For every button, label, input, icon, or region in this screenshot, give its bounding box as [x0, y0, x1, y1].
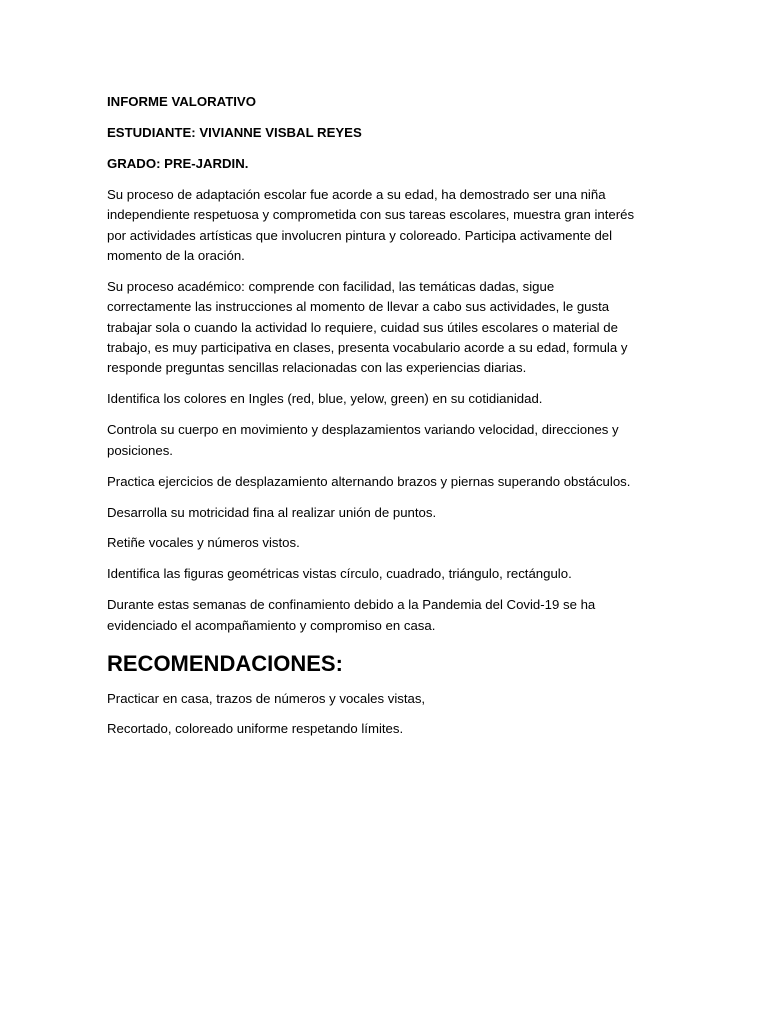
paragraph-line: Controla su cuerpo en movimiento y desplazamientos variando velocidad, direcciones y	[107, 422, 619, 438]
paragraph-confinement	[107, 595, 667, 636]
paragraph-line: momento de la oración.	[107, 247, 245, 263]
paragraph-body-control	[107, 420, 667, 461]
paragraph-line: Durante estas semanas de confinamiento debido a la Pandemia del Covid-19 se ha	[107, 597, 596, 613]
paragraph-vowels	[107, 533, 667, 553]
grade-level: GRADO: PRE-JARDIN.	[107, 155, 249, 171]
paragraph-line: Identifica las figuras geométricas vistas círculo, cuadrado, triángulo, rectángulo.	[107, 566, 572, 582]
student-name: ESTUDIANTE: VIVIANNE VISBAL REYES	[107, 124, 362, 140]
document-title: INFORME VALORATIVO	[107, 94, 256, 109]
paragraph-academic	[107, 277, 667, 379]
paragraph-line: trabajo, es muy participativa en clases, presenta vocabulario acorde a su edad, formula y	[107, 340, 628, 356]
paragraph-line: responde preguntas sencillas relacionadas con las experiencias diarias.	[107, 360, 527, 376]
recommendation-item: Practicar en casa, trazos de números y vocales vistas,	[107, 690, 426, 706]
paragraph-line: Practica ejercicios de desplazamiento alternando brazos y piernas superando obstáculos.	[107, 473, 631, 489]
paragraph-shapes	[107, 564, 667, 584]
paragraph-line: independiente respetuosa y comprometida con sus tareas escolares, muestra gran interés	[107, 207, 635, 223]
paragraph-colors	[107, 389, 667, 409]
paragraph-line: Identifica los colores en Ingles (red, blue, yelow, green) en su cotidianidad.	[107, 391, 543, 407]
document-page	[107, 92, 667, 740]
paragraph-line: Retiñe vocales y números vistos.	[107, 535, 300, 551]
paragraph-motor-skills	[107, 503, 667, 523]
paragraph-line: correctamente las instrucciones al momento de llevar a cabo sus actividades, le gusta	[107, 299, 610, 315]
paragraph-line: trabajar sola o cuando la actividad lo requiere, cuidad sus útiles escolares o material de	[107, 319, 618, 335]
recommendation-item: Recortado, coloreado uniforme respetando límites.	[107, 721, 404, 737]
paragraph-line: Desarrolla su motricidad fina al realizar unión de puntos.	[107, 504, 437, 520]
paragraph-line: posiciones.	[107, 442, 173, 458]
paragraph-exercises	[107, 472, 667, 492]
paragraph-line: Su proceso académico: comprende con facilidad, las temáticas dadas, sigue	[107, 278, 555, 294]
recommendations-heading: RECOMENDACIONES:	[107, 651, 343, 677]
paragraph-adaptation	[107, 185, 667, 267]
paragraph-line: evidenciado el acompañamiento y compromiso en casa.	[107, 617, 436, 633]
paragraph-line: por actividades artísticas que involucren pintura y coloreado. Participa activamente del	[107, 227, 613, 243]
paragraph-line: Su proceso de adaptación escolar fue acorde a su edad, ha demostrado ser una niña	[107, 186, 606, 202]
